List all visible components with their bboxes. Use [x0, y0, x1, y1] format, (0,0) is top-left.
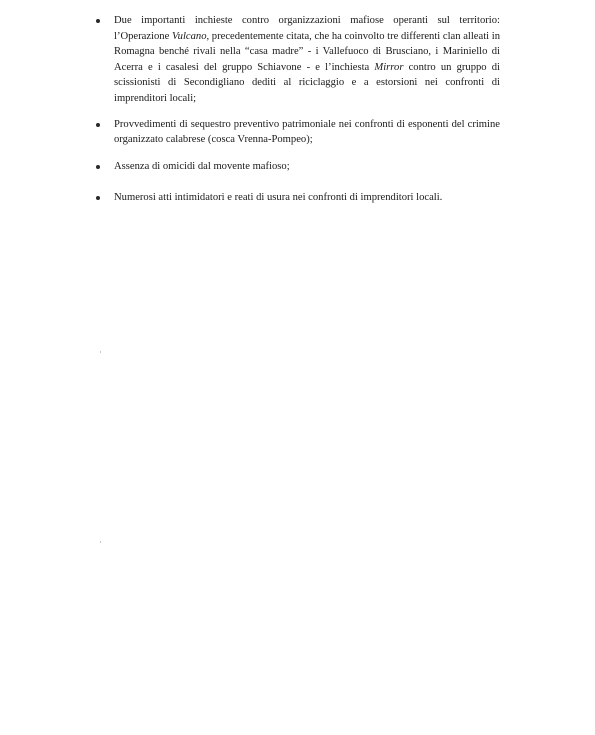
list-item — [96, 13, 500, 107]
list-item — [96, 159, 500, 175]
bullet-list — [96, 13, 500, 206]
bullet-dot-icon — [96, 196, 100, 200]
scan-speck — [100, 351, 101, 353]
list-item-text — [114, 13, 500, 107]
list-item — [96, 117, 500, 148]
list-item-text — [114, 117, 500, 148]
list-item-text — [114, 159, 500, 175]
list-item — [96, 190, 500, 206]
bullet-dot-icon — [96, 123, 100, 127]
text-segment: Provvedimenti di sequestro preventivo patrimoniale nei confronti di esponenti del crimine organizzato calabrese (cosca Vrenna-Pompeo); — [114, 118, 500, 146]
operation-name-vulcano: Vulcano — [171, 30, 207, 42]
scan-speck — [100, 541, 101, 543]
text-segment: , precedentemente citata, che ha coinvolto tre differenti clan alleati in Romagna benché rivali nella “casa madre” - i Vallefuoco di Brusciano, i Mariniello di Acerra e i casalesi del gruppo Schiavone - e l’inchiesta — [114, 30, 500, 73]
inquiry-name-mirror: Mirror — [374, 61, 404, 73]
text-segment: contro un gruppo di scissionisti di Secondigliano dediti al riciclaggio e a estorsioni nei confronti di imprenditori locali; — [114, 61, 500, 104]
text-segment: Due importanti inchieste contro organizzazioni mafiose operanti sul territorio: l’Operazione — [114, 15, 500, 42]
list-item-text — [114, 190, 500, 206]
text-segment: Assenza di omicidi dal movente mafioso; — [114, 160, 290, 172]
bullet-dot-icon — [96, 165, 100, 169]
bullet-dot-icon — [96, 19, 100, 23]
text-segment: Numerosi atti intimidatori e reati di usura nei confronti di imprenditori locali. — [114, 192, 443, 204]
